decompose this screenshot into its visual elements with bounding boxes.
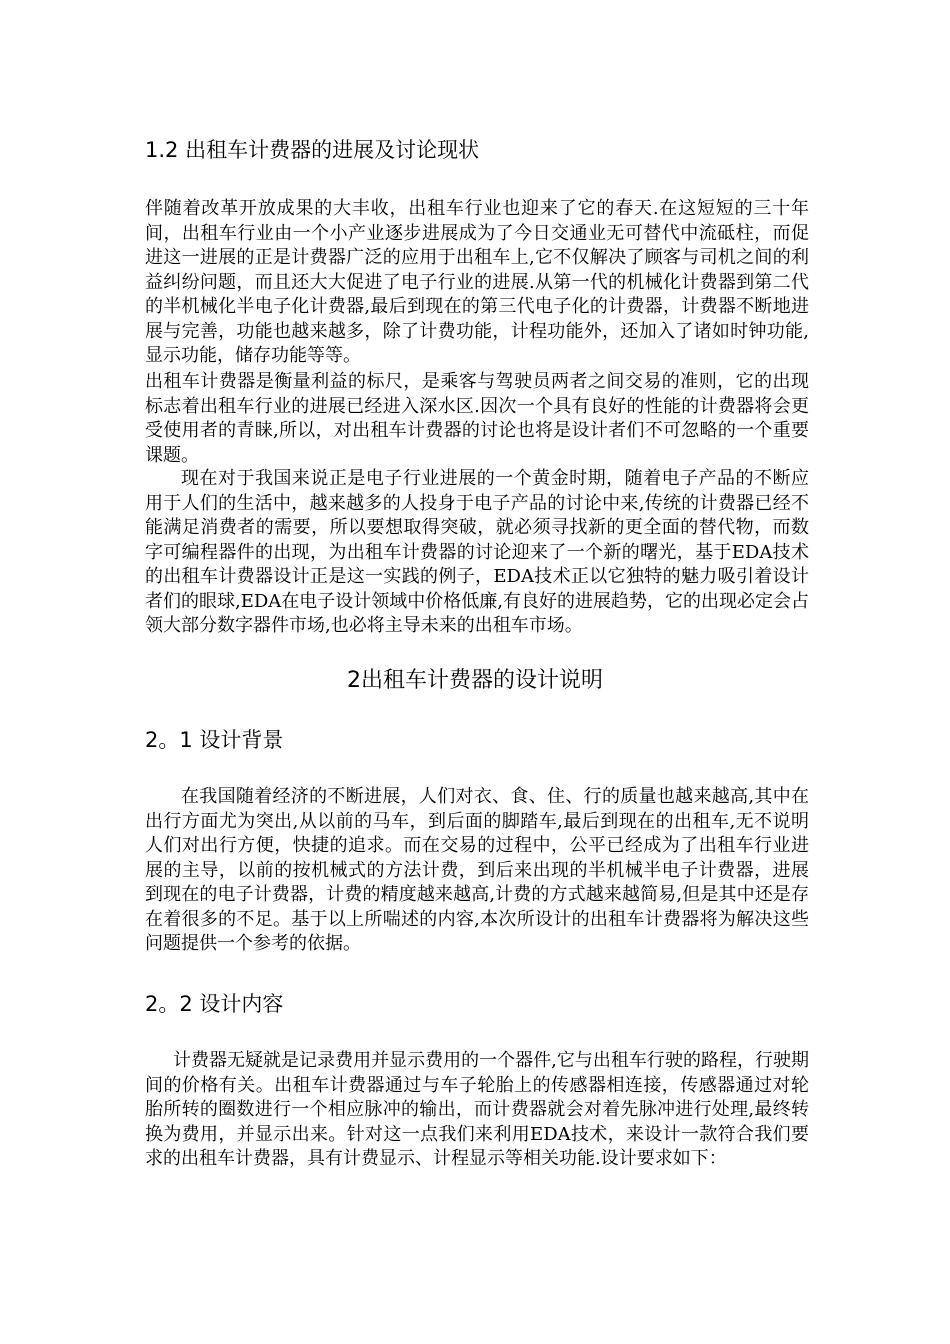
section-heading-2-2: 2。2 设计内容 bbox=[145, 992, 284, 1016]
section-heading-1-2: 1.2 出租车计费器的进展及讨论现状 bbox=[145, 138, 480, 162]
paragraph-design-background: 在我国随着经济的不断进展，人们对衣、食、住、行的质量也越来越高,其中在出行方面尤为突出,从以前的马车，到后面的脚踏车,最后到现在的出租车,无不说明人们对出行方便，快捷的追求。而在交易的过程中，公平已经成为了出租车行业进展的主导，以前的按机械式的方法计费，到后来出现的半机械半电子计费器，进展到现在的电子计费器，计费的精度越来越高,计费的方式越来越简易,但是其中还是存在着很多的不足。基于以上所喘述的内容,本次所设计的出租车计费器将为解决这些问题提供一个参考的依据。 bbox=[145, 786, 809, 954]
chapter-heading-2: 2出租车计费器的设计说明 bbox=[347, 668, 603, 693]
section-heading-2-1: 2。1 设计背景 bbox=[145, 728, 284, 752]
paragraph-development-history: 伴随着改革开放成果的大丰收，出租车行业也迎来了它的春天.在这短短的三十年间，出租车行业由一个小产业逐步进展成为了今日交通业无可替代中流砥柱，而促进这一进展的正是计费器广泛的应用于出租车上,它不仅解决了顾客与司机之间的利益纠纷问题，而且还大大促进了电子行业的进展.从第一代的机械化计费器到第二代的半机械化半电子化计费器,最后到现在的第三代电子化的计费器，计费器不断地进展与完善，功能也越来越多，除了计费功能，计程功能外，还加入了诸如时钟功能,显示功能，储存功能等等。 bbox=[145, 198, 809, 366]
paragraph-meter-importance: 出租车计费器是衡量利益的标尺，是乘客与驾驶员两者之间交易的准则，它的出现标志着出租车行业的进展已经进入深水区.因次一个具有良好的性能的计费器将会更受使用者的青睐,所以，对出租车计费器的讨论也将是设计者们不可忽略的一个重要课题。 bbox=[145, 371, 809, 466]
paragraph-design-content: 计费器无疑就是记录费用并显示费用的一个器件,它与出租车行驶的路程，行驶期间的价格有关。出租车计费器通过与车子轮胎上的传感器相连接，传感器通过对轮胎所转的圈数进行一个相应脉冲的输出，而计费器就会对着先脉冲进行处理,最终转换为费用，并显示出来。针对这一点我们来利用EDA技术，来设计一款符合我们要求的出租车计费器，具有计费显示、计程显示等相关功能.设计要求如下： bbox=[145, 1050, 809, 1169]
paragraph-eda-opportunity: 现在对于我国来说正是电子行业进展的一个黄金时期，随着电子产品的不断应用于人们的生活中，越来越多的人投身于电子产品的讨论中来,传统的计费器已经不能满足消费者的需要，所以要想取得突破，就必须寻找新的更全面的替代物，而数字可编程器件的出现，为出租车计费器的讨论迎来了一个新的曙光，基于EDA技术的出租车计费器设计正是这一实践的例子，EDA技术正以它独特的魅力吸引着设计者们的眼球,EDA在电子设计领域中价格低廉,有良好的进展趋势，它的出现必定会占领大部分数字器件市场,也必将主导未来的出租车市场。 bbox=[145, 468, 810, 636]
